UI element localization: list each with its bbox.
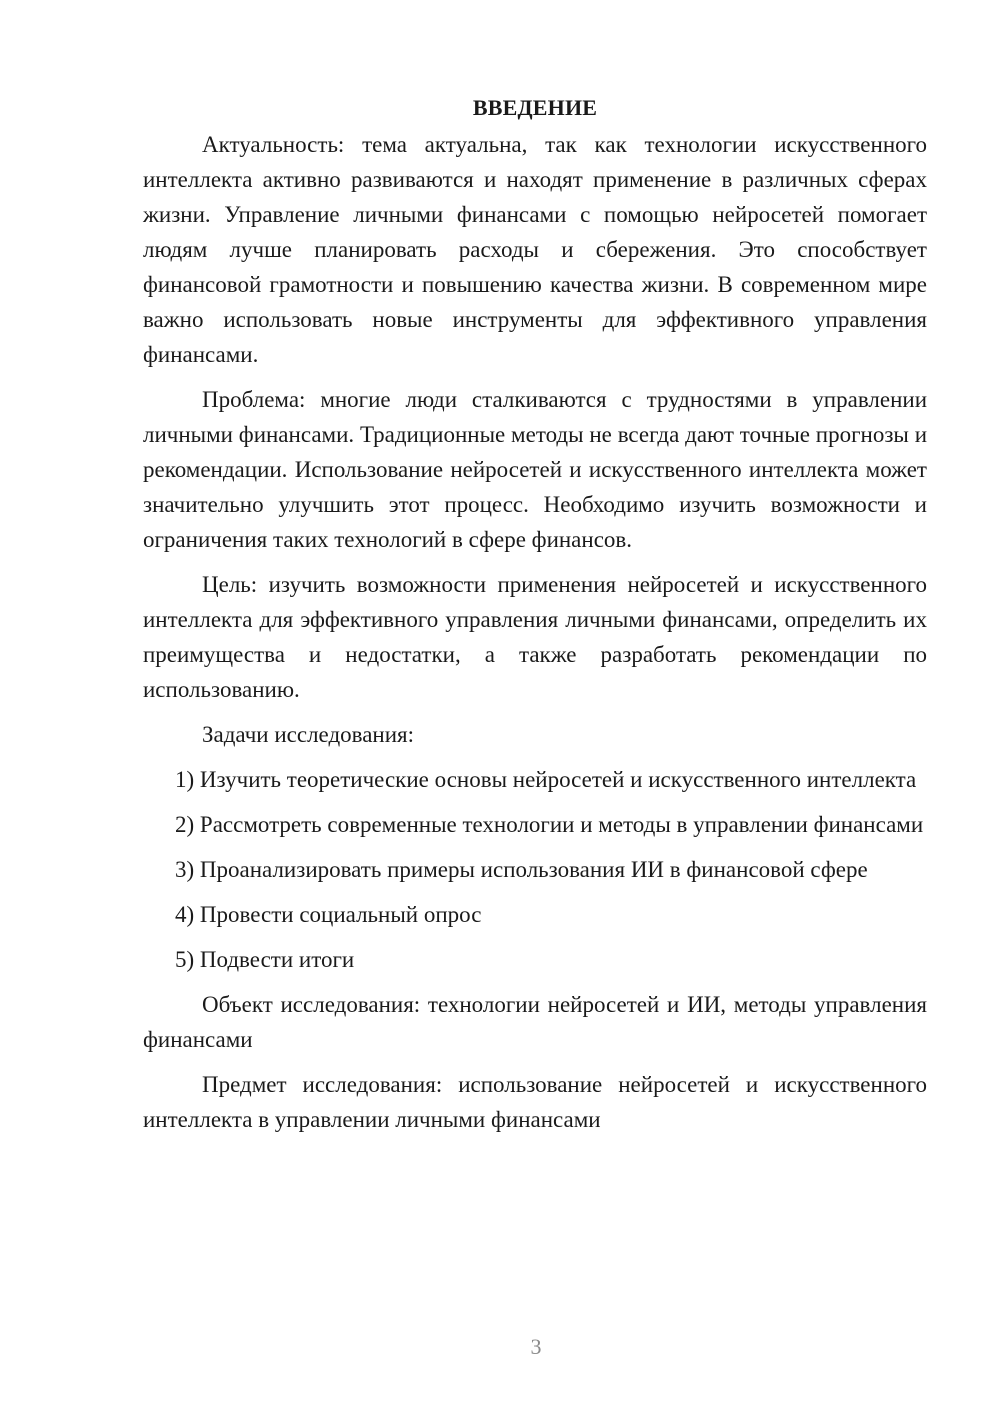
document-body [143, 90, 927, 1147]
problem-paragraph: Проблема: многие люди сталкиваются с трудностями в управлении личными финансами. Традиционные методы не всегда дают точные прогнозы и рекомендации. Использование нейросетей и искусственного интеллекта может значительно улучшить этот процесс. Необходимо изучить возможности и ограничения таких технологий в сфере финансов. [143, 387, 927, 552]
task-item: 1) Изучить теоретические основы нейросетей и искусственного интеллекта [175, 767, 917, 792]
task-item: 2) Рассмотреть современные технологии и методы в управлении финансами [175, 812, 924, 837]
task-item: 3) Проанализировать примеры использования ИИ в финансовой сфере [175, 857, 868, 882]
page-number: 3 [530, 1334, 542, 1359]
relevance-paragraph: Актуальность: тема актуальна, так как технологии искусственного интеллекта активно развиваются и находят применение в различных сферах жизни. Управление личными финансами с помощью нейросетей помогает людям лучше планировать расходы и сбережения. Это способствует финансовой грамотности и повышению качества жизни. В современном мире важно использовать новые инструменты для эффективного управления финансами. [143, 132, 927, 367]
research-subject-paragraph: Предмет исследования: использование нейросетей и искусственного интеллекта в управлении личными финансами [143, 1072, 927, 1132]
goal-paragraph: Цель: изучить возможности применения нейросетей и искусственного интеллекта для эффективного управления личными финансами, определить их преимущества и недостатки, а также разработать рекомендации по использованию. [143, 572, 927, 702]
research-object-paragraph: Объект исследования: технологии нейросетей и ИИ, методы управления финансами [143, 992, 927, 1052]
task-item: 4) Провести социальный опрос [175, 902, 482, 927]
section-title: ВВЕДЕНИЕ [472, 95, 598, 120]
task-item: 5) Подвести итоги [175, 947, 355, 972]
tasks-heading: Задачи исследования: [202, 722, 415, 747]
